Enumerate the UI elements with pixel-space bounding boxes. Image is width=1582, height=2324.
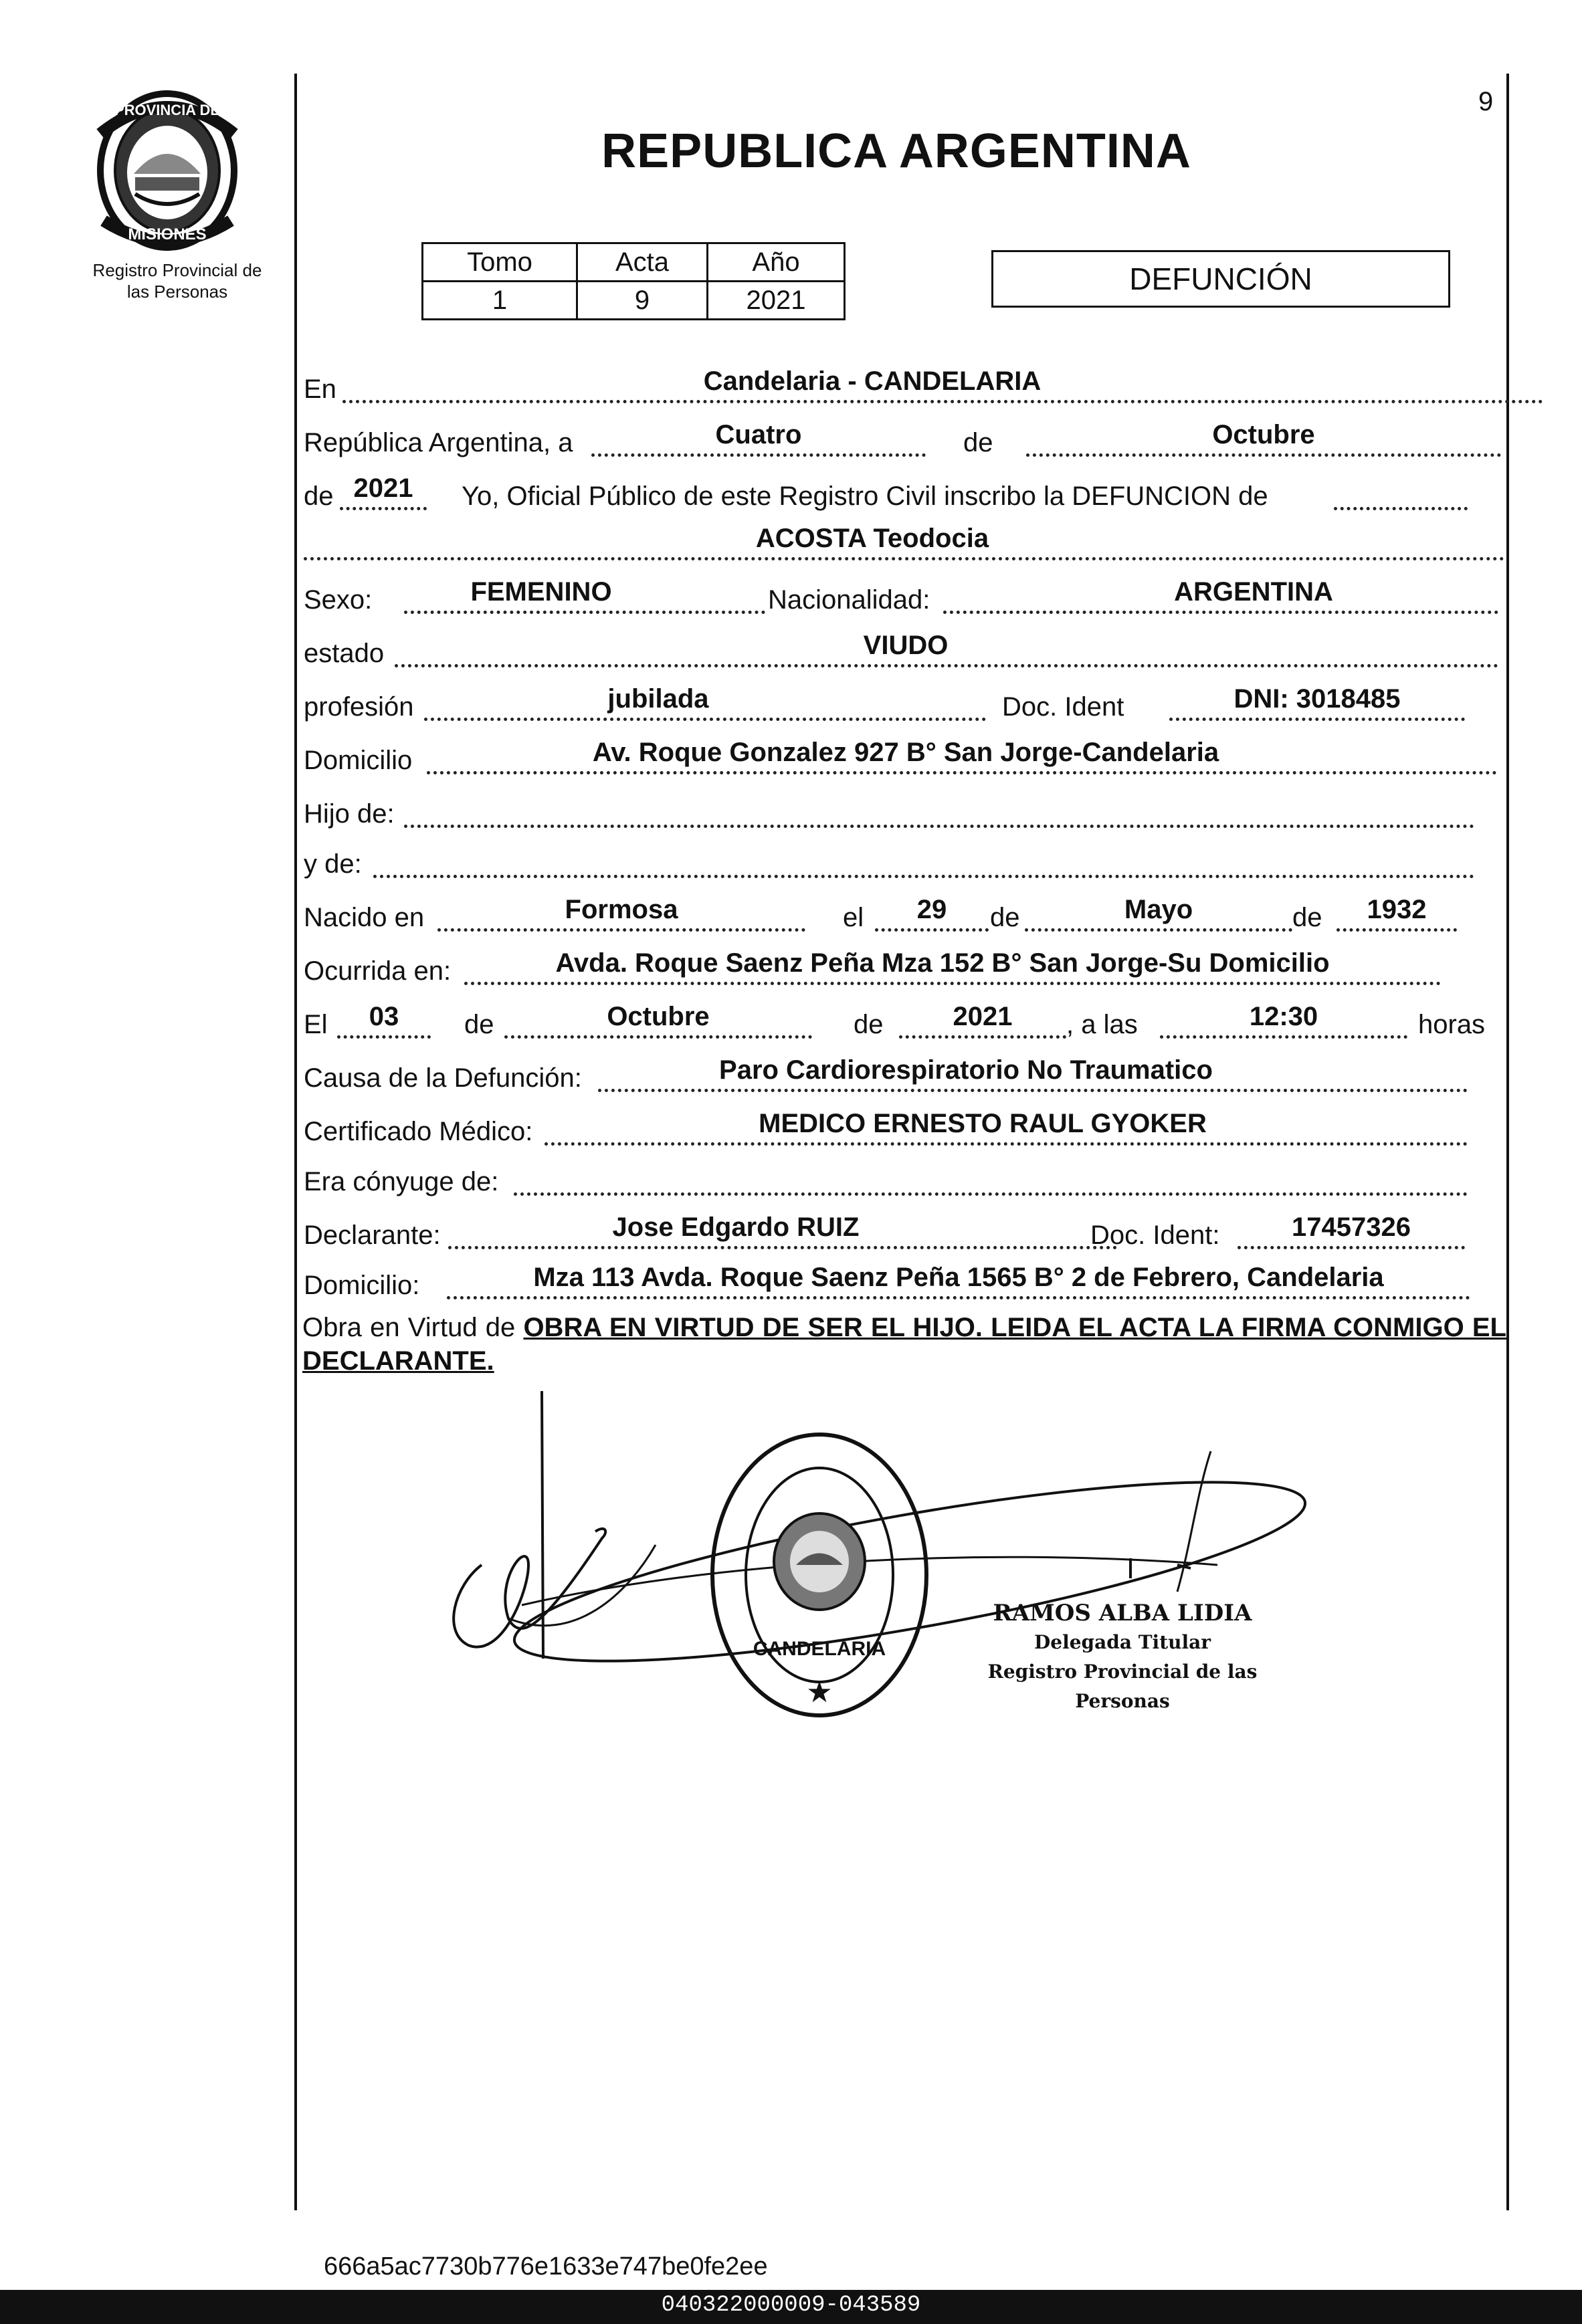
stamp-town-text: CANDELARIA [753, 1638, 886, 1660]
agency-name [74, 259, 281, 302]
de-label: de [464, 1010, 494, 1039]
nacido-label: Nacido en [304, 903, 425, 932]
dotted-line [342, 400, 1543, 403]
acta-header: Acta [577, 243, 708, 282]
document-title: REPUBLICA ARGENTINA [601, 124, 1191, 178]
star-icon: ★ [806, 1676, 833, 1709]
footer-code: 040322000009-043589 [661, 2293, 921, 2318]
ocurrida-value: Avda. Roque Saenz Peña Mza 152 B° San Jorge-Su Domicilio [555, 948, 1330, 978]
dotted-line [1160, 1035, 1407, 1039]
agency-name-line-1: Registro Provincial de [92, 260, 262, 280]
causa-label: Causa de la Defunción: [304, 1063, 582, 1093]
official-role: Delegada Titular [1033, 1631, 1211, 1653]
official-stamp-icon [696, 1421, 943, 1729]
hijo-de-label: Hijo de: [304, 799, 395, 829]
causa-value: Paro Cardiorespiratorio No Traumatico [719, 1055, 1213, 1085]
birth-day-value: 29 [916, 895, 947, 924]
dotted-line [464, 982, 1441, 985]
birth-place-value: Formosa [565, 895, 678, 924]
row-decl-domicilio [304, 1263, 1504, 1307]
row-estado [304, 631, 1504, 675]
dotted-line [1334, 507, 1468, 510]
el-upper-label: El [304, 1010, 328, 1039]
month-value: Octubre [1212, 420, 1315, 449]
dotted-line [404, 611, 765, 614]
de-label: de [854, 1010, 884, 1039]
certificado-value: MEDICO ERNESTO RAUL GYOKER [759, 1109, 1207, 1138]
dotted-line [1025, 928, 1292, 932]
seal-bottom-text: MISIONES [128, 225, 207, 243]
obra-text: OBRA EN VIRTUD DE SER EL HIJO. LEIDA EL ACTA LA FIRMA CONMIGO EL DECLARANTE. [302, 1313, 1506, 1376]
horas-label: horas [1418, 1010, 1486, 1039]
left-margin-line [294, 74, 297, 2210]
row-declarante [304, 1212, 1504, 1257]
profesion-label: profesión [304, 692, 414, 722]
row-ocurrida [304, 948, 1504, 993]
registry-table [421, 242, 846, 320]
dotted-line [1169, 718, 1465, 721]
tomo-value: 1 [423, 282, 577, 320]
row-conyuge [304, 1164, 1504, 1204]
record-type: DEFUNCIÓN [1129, 261, 1312, 296]
acta-value: 9 [577, 282, 708, 320]
deceased-name: ACOSTA Teodocia [755, 524, 989, 553]
dotted-line [545, 1142, 1468, 1146]
profesion-value: jubilada [607, 684, 709, 714]
row-hijo-de [304, 796, 1504, 836]
dotted-line [447, 1296, 1470, 1299]
right-margin-line [1506, 74, 1509, 2210]
decl-doc-value: 17457326 [1292, 1212, 1411, 1242]
row-inscribo [304, 473, 1504, 518]
tomo-header: Tomo [423, 243, 577, 282]
ocurrida-label: Ocurrida en: [304, 956, 452, 986]
nacionalidad-value: ARGENTINA [1174, 577, 1333, 607]
nacionalidad-label: Nacionalidad: [768, 585, 930, 615]
row-certificado [304, 1109, 1504, 1154]
doc-ident-value: DNI: 3018485 [1233, 684, 1401, 714]
dotted-line [404, 825, 1474, 828]
page-number: 9 [1478, 87, 1494, 116]
decl-doc-label: Doc. Ident: [1090, 1221, 1220, 1250]
row-y-de [304, 846, 1504, 886]
a-las-label: , a las [1066, 1010, 1138, 1039]
decl-domicilio-label: Domicilio: [304, 1271, 420, 1300]
dotted-line [1238, 1246, 1465, 1249]
row-date [304, 420, 1504, 465]
official-name: RAMOS ALBA LIDIA [993, 1600, 1252, 1626]
row-sex-nationality [304, 577, 1504, 622]
agency-name-line-2: las Personas [126, 282, 228, 302]
dotted-line [395, 664, 1498, 667]
declarante-value: Jose Edgardo RUIZ [612, 1212, 860, 1242]
dotted-line [1026, 453, 1501, 457]
death-day-value: 03 [369, 1002, 399, 1031]
dotted-line [340, 507, 427, 510]
dotted-line [591, 453, 926, 457]
dotted-line [598, 1089, 1468, 1092]
dotted-line [337, 1035, 431, 1039]
estado-value: VIUDO [863, 631, 949, 660]
de-label: de [1292, 903, 1322, 932]
estado-label: estado [304, 639, 385, 668]
row-deceased [304, 524, 1504, 568]
dotted-line [943, 611, 1498, 614]
certificado-label: Certificado Médico: [304, 1117, 533, 1146]
domicilio-value: Av. Roque Gonzalez 927 B° San Jorge-Candelaria [592, 738, 1219, 767]
dotted-line [875, 928, 989, 932]
conyuge-label: Era cónyuge de: [304, 1167, 499, 1196]
dotted-line [437, 928, 805, 932]
domicilio-label: Domicilio [304, 746, 413, 775]
en-label: En [304, 375, 336, 404]
row-death-date [304, 1002, 1504, 1047]
death-time-value: 12:30 [1249, 1002, 1318, 1031]
ano-header: Año [708, 243, 845, 282]
sexo-label: Sexo: [304, 585, 373, 615]
obra-label: Obra en Virtud de [302, 1313, 516, 1342]
row-domicilio [304, 738, 1504, 782]
decl-domicilio-value: Mza 113 Avda. Roque Saenz Peña 1565 B° 2 de Febrero, Candelaria [533, 1263, 1384, 1292]
seal-top-text: PROVINCIA DE [114, 102, 221, 118]
dotted-line [448, 1246, 1117, 1249]
document-hash: 666a5ac7730b776e1633e747be0fe2ee [324, 2252, 768, 2281]
year-value: 2021 [353, 473, 413, 503]
dotted-line [304, 557, 1504, 560]
dotted-line [504, 1035, 812, 1039]
y-de-label: y de: [304, 849, 362, 879]
official-org: Registro Provincial de las Personas [987, 1661, 1258, 1712]
de-label: de [990, 903, 1020, 932]
death-month-value: Octubre [607, 1002, 710, 1031]
de-label: de [963, 428, 993, 457]
doc-ident-label: Doc. Ident [1002, 692, 1124, 722]
dotted-line [424, 718, 986, 721]
place-value: Candelaria - CANDELARIA [703, 366, 1042, 396]
province-seal-icon [80, 87, 254, 254]
dotted-line [514, 1192, 1468, 1196]
registry-header-row [423, 243, 845, 282]
inscribo-text: Yo, Oficial Público de este Registro Civil inscribo la DEFUNCION de [462, 482, 1268, 511]
obra-en-virtud [302, 1311, 1506, 1378]
republica-label: República Argentina, a [304, 428, 573, 457]
el-label: el [843, 903, 864, 932]
record-type-box [991, 250, 1450, 308]
sexo-value: FEMENINO [470, 577, 612, 607]
dotted-line [1337, 928, 1457, 932]
official-signature-block [969, 1598, 1276, 1716]
death-year-value: 2021 [953, 1002, 1013, 1031]
de-label: de [304, 482, 334, 511]
dotted-line [373, 875, 1474, 878]
birth-year-value: 1932 [1367, 895, 1427, 924]
row-profession [304, 684, 1504, 729]
day-word-value: Cuatro [715, 420, 802, 449]
row-birth [304, 895, 1504, 940]
ano-value: 2021 [708, 282, 845, 320]
dotted-line [427, 771, 1497, 774]
row-place [304, 366, 1504, 411]
registry-value-row [423, 282, 845, 320]
row-causa [304, 1055, 1504, 1100]
birth-month-value: Mayo [1124, 895, 1193, 924]
declarante-label: Declarante: [304, 1221, 441, 1250]
dotted-line [899, 1035, 1066, 1039]
